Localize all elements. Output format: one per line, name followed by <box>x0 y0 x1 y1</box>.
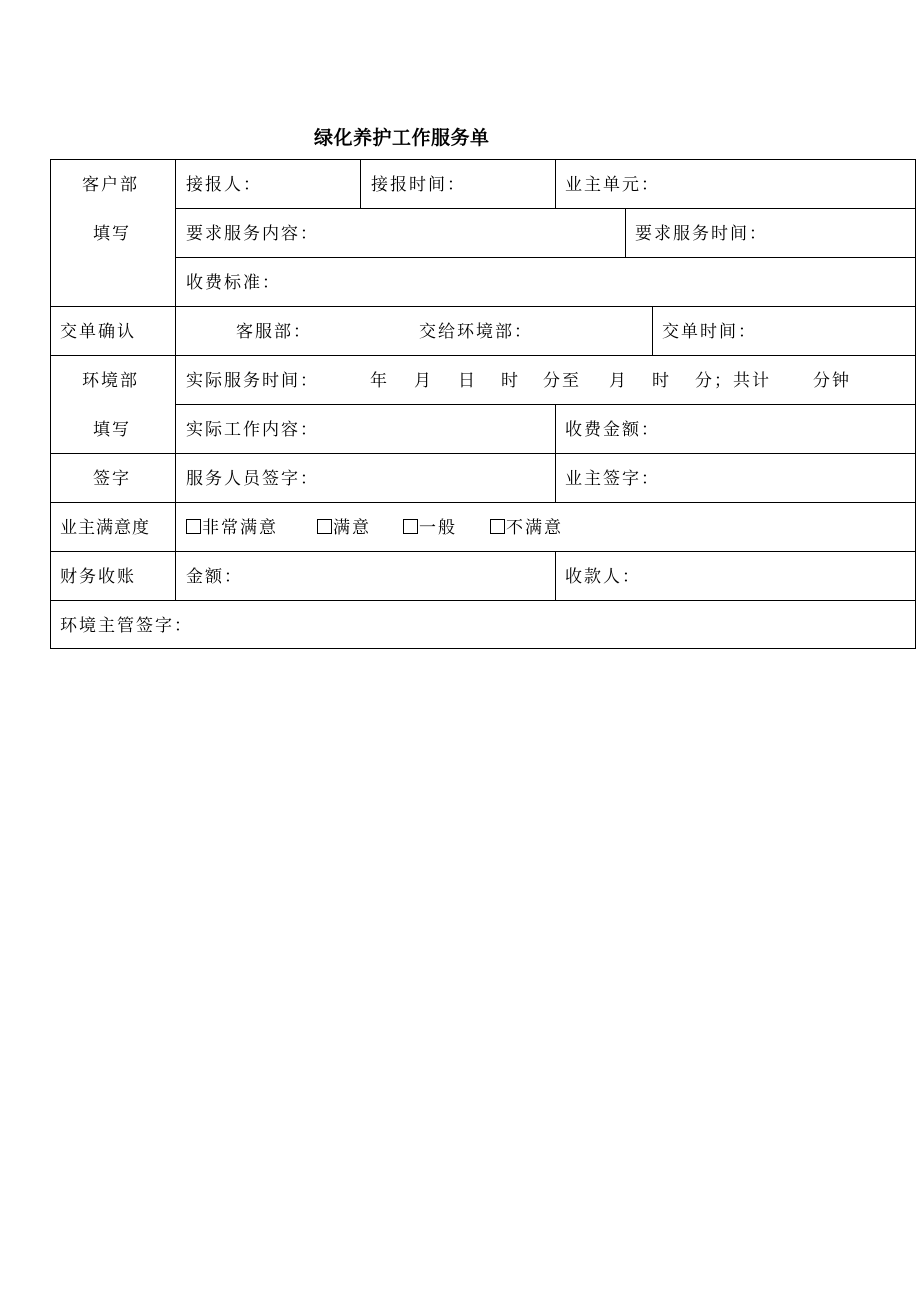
row-divider <box>51 502 916 503</box>
option-unsatisfied[interactable] <box>490 518 563 538</box>
option-label: 满意 <box>333 518 371 538</box>
col-divider <box>652 306 653 355</box>
fee-amount-field[interactable]: 收费金额： <box>565 420 660 440</box>
signature-label: 签字 <box>93 469 131 489</box>
unit-minute-total: 分；共计 <box>695 371 771 391</box>
form-title: 绿化养护工作服务单 <box>314 127 490 149</box>
row-divider <box>176 208 916 209</box>
customer-dept-label: 客户部 <box>82 175 139 195</box>
row-divider <box>51 453 916 454</box>
col-divider <box>625 208 626 257</box>
checkbox-icon[interactable] <box>403 519 418 534</box>
service-time-field[interactable]: 要求服务时间： <box>635 224 768 244</box>
checkbox-icon[interactable] <box>186 519 201 534</box>
unit-minutes: 分钟 <box>813 371 851 391</box>
option-average[interactable] <box>403 518 457 538</box>
col-divider <box>555 404 556 502</box>
satisfaction-label: 业主满意度 <box>60 518 150 538</box>
amount-field[interactable]: 金额： <box>186 567 243 587</box>
env-dept-fill-label: 填写 <box>93 420 131 440</box>
env-supervisor-signature-field[interactable]: 环境主管签字： <box>60 616 193 636</box>
finance-label: 财务收账 <box>60 567 136 587</box>
fee-standard-field[interactable]: 收费标准： <box>186 273 281 293</box>
handover-time-field[interactable]: 交单时间： <box>662 322 757 342</box>
row-divider <box>51 355 916 356</box>
actual-content-field[interactable]: 实际工作内容： <box>186 420 319 440</box>
row-divider <box>51 551 916 552</box>
unit-year: 年 <box>370 371 389 391</box>
customer-dept-fill-label: 填写 <box>93 224 131 244</box>
option-satisfied[interactable] <box>317 518 371 538</box>
option-label: 非常满意 <box>202 518 278 538</box>
staff-signature-field[interactable]: 服务人员签字： <box>186 469 319 489</box>
unit-minute-to: 分至 <box>543 371 581 391</box>
checkbox-icon[interactable] <box>317 519 332 534</box>
receiver-field[interactable]: 接报人： <box>186 175 262 195</box>
report-time-field[interactable]: 接报时间： <box>371 175 466 195</box>
unit-month: 月 <box>609 371 628 391</box>
option-label: 不满意 <box>506 518 563 538</box>
payee-field[interactable]: 收款人： <box>565 567 641 587</box>
env-dept-label: 环境部 <box>82 371 139 391</box>
row-divider <box>51 306 916 307</box>
service-content-field[interactable]: 要求服务内容： <box>186 224 319 244</box>
row-divider <box>51 600 916 601</box>
unit-hour: 时 <box>652 371 671 391</box>
row-divider <box>176 257 916 258</box>
col-divider <box>360 160 361 208</box>
row-divider <box>176 404 916 405</box>
owner-signature-field[interactable]: 业主签字： <box>565 469 660 489</box>
handover-label: 交单确认 <box>60 322 136 342</box>
option-label: 一般 <box>419 518 457 538</box>
actual-time-field[interactable]: 实际服务时间： <box>186 371 319 391</box>
unit-month: 月 <box>414 371 433 391</box>
unit-hour: 时 <box>501 371 520 391</box>
to-env-dept-field[interactable]: 交给环境部： <box>419 322 533 342</box>
col-divider <box>175 160 176 600</box>
owner-unit-field[interactable]: 业主单元： <box>565 175 660 195</box>
checkbox-icon[interactable] <box>490 519 505 534</box>
option-very-satisfied[interactable] <box>186 518 278 538</box>
col-divider <box>555 551 556 600</box>
unit-day: 日 <box>458 371 477 391</box>
col-divider <box>555 160 556 208</box>
service-form-table <box>50 159 916 649</box>
cs-dept-field[interactable]: 客服部： <box>236 322 312 342</box>
